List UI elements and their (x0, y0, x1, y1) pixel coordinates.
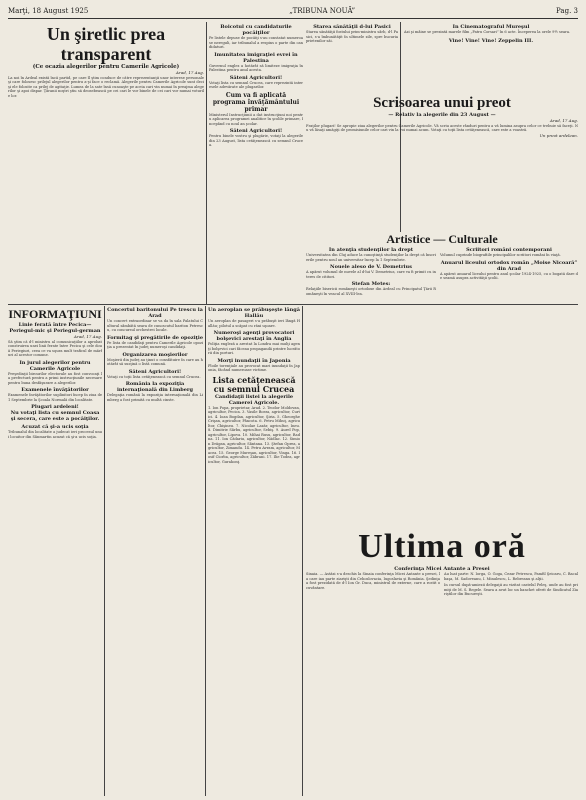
body-anuar: A apărut anuarul liceului pentru anul şcolar 1924-1925, cu o bogată dare de seamă asupra activităţii şcolii. (440, 271, 578, 280)
body-scriitori: Volumul cuprinde biografiile principalilor scriitori români în viaţă. (440, 253, 561, 257)
ultima-ora-section (306, 528, 578, 796)
artistice-left (306, 247, 436, 296)
headline-programa: Cum va fi aplicată programa învăţământului primar (212, 91, 300, 113)
headline-metes: Stefan Metes: (351, 281, 391, 287)
body-pasici: Starea sănătăţii fostului prim-ministru sârb, d-l Pasici, s-a îmbunătăţit în ultimele zile, spre bucuria prietenilor săi. (306, 30, 398, 43)
headline-coasa: Nu votaţi lista cu semnul Coasa şi secera, care este a pocăiţilor. (10, 410, 100, 422)
body-conferinta-1: Sinaia. — Astăzi s-a deschis la Sinaia conferinţa Micei Antante a presei, la care iau parte ziarişti din Cehoslovacia, Iugoslavia şi România. Şedinţa a fost prezidată de d-l Ion Gr. Duca, ministrul de externe, care a rostit o cuvântare. (306, 572, 440, 590)
headline-saten: Săteni Agricultori! (128, 368, 182, 375)
article-dateline: Arad, 17 Aug. (550, 118, 578, 123)
body-lista: 1. Ion Popa, proprietar, Arad. 2. Teodor Moldovan, agricultor, Pecica. 3. Vasile Borza, agricultor, Curtici. 4. Ioan Bogdan, agricultor, Şiria. 5. Gheorghe Crişan, agricultor, Pâncota. 6. Petru Mihuţ, agricultor, Chişineu. 7. Nicolae Lazăr, agricultor, Ineu. 8. Dimitrie Sârbu, agricultor, Sebiş. 9. Aurel Pop, agricultor, Lipova. 10. Mihai Rusu, agricultor, Radna. 11. Ion Cădariu, agricultor, Nădlac. 12. Simion Drăgan, agricultor, Sântana. 13. Ştefan Oprea, agricultor, Zimandu. 14. Petru Avram, agricultor, Macea. 15. George Mureşan, agricultor, Vinga. 16. Iosif Ciorba, agricultor, Zăbrani. 17. Ilie Todea, agricultor, Gurahonţ. (208, 405, 300, 464)
headline-conferinta: Conferinţa Micei Antante a Presei (394, 566, 490, 572)
article-body: La noi în Ardeal există încă partid, pe care îl ştim conduce de către reprezentanţii unor interese personale şi care folosesc prilejul alegerilor pentru a-şi face o reclamă. Alegerile pentru Camerile Agricole sunt deci şi ele folosite ca prilej de agitaţie. Lumea de la sate însă cunoaşte pe aceia cari vin numai în preajma alegerilor şi apoi dispar. Ţăranii noştri ştiu să deosebească pe cei cari le vor binele de cei cari vor numai voturile lor. (8, 75, 204, 98)
body-acuzat: Tribunalul din localitate a judecat ieri procesul unui locuitor din Sânmartin acuzat că şi-a ucis soţia. (8, 430, 102, 439)
headline-romania: România la expoziţia internaţională din Limberg (116, 381, 194, 393)
body-linie: Să ştim că d-l ministru al comunicaţiilor a aprobat construirea unei linii ferate între Pecica şi cele două Periegiuri, ceea ce va uşura mult traficul de mărfuri al acestor comune. (8, 339, 102, 357)
body-concert: Un concert extraordinar se va da în sala Palatului Cultural sâmbătă seara de cunoscutul bariton Petrescu, cu concursul orchestrei locale. (107, 319, 203, 332)
article-body: Fraţilor plugari! Se apropie ziua alegerilor pentru Camerile Agricole. Vă scriu aceste rânduri pentru a vă lumina asupra celor ce trebuie să faceţi. Nu vă lăsaţi amăgiţi de promisiunile celor cari vin la voi numai acum. Votaţi cu toţii lista cetăţenească, care este a voastră. (306, 123, 578, 132)
headline-imigratie: Imunitatea imigraţiei evrei în Palestina (214, 51, 298, 64)
header-paper-name: „TRIBUNA NOUĂ” (289, 7, 356, 15)
body-saten: Votaţi lista cu semnul Crucea, care reprezintă interesele adevărate ale plugarilor. (209, 80, 303, 89)
body-metes: Relaţiile bisericii româneşti ortodoxe din Ardeal cu Principatul Ţării Româneşti în veacul al XVIII-lea. (306, 287, 436, 296)
article-title: Un şiretlic prea transparent (46, 24, 166, 64)
section-title: Artistice — Culturale (386, 232, 498, 246)
headline-acuzat: Acuzat că şi-a ucis soţia (21, 424, 89, 430)
headline-pasici: Starea sănătăţii d-lui Pasici (313, 24, 391, 30)
body-japonia: Ploile torenţiale au provocat mari inundaţii în Japonia, făcând numeroase victime. (208, 363, 300, 372)
headline-concert: Concertul baritonului Pe trescu la Arad (107, 307, 203, 319)
body-programa: Ministerul Instrucţiunii a dat instrucţiuni noi pentru aplicarea programei analitice în şcolile primare, începând cu noul an şcolar. (209, 112, 303, 126)
body-examene: Examenele învăţătorilor suplinitori încep în ziua de 1 Septembrie la Şcoala Normală din localitate. (8, 393, 102, 402)
column-middle-left (209, 24, 303, 302)
column-rule (302, 306, 303, 796)
article-signature: Un preot ardelean. (539, 132, 578, 138)
headline-bolsevici: Numeroşi agenţi provocatori bolşevici arestaţi în Anglia (213, 330, 295, 342)
artistice-right (440, 247, 578, 296)
body-alegeri: Preşedinţii birourilor electorale au fost convocaţi la prefectură pentru a primi instrucţiunile necesare pentru buna desfăşurare a alegerilor. (8, 371, 102, 385)
body-romania: Delegaţia română la expoziţia internaţională din Limberg a fost primită cu multă cinste. (107, 393, 203, 402)
column-concert (107, 307, 203, 797)
headline-organizare: Organizarea moşierilor (122, 351, 188, 358)
ultima-right (444, 572, 578, 597)
dateline: Arad, 17 Aug. (74, 334, 102, 339)
subtitle-lista: Candidaţii listei la alegerile Camerei Agricole. (214, 393, 294, 406)
column-rule (205, 306, 206, 796)
informatiuni-section (8, 307, 102, 797)
article-dateline: Arad, 17 Aug. (176, 70, 204, 75)
headline-cinema: In Cinematograful Mureşul (452, 24, 530, 30)
headline-aeroplan: Un aeroplan se prăbuşeşte lângă Hallău (208, 307, 300, 319)
body-conferinta-3: In cursul după-amiezii delegaţii au vizitat castelul Peleş, unde au fost primiţi de M. S. Regele. Seara a avut loc un banchet oferit de Sindicatul Ziariştilor din Bucureşti. (444, 583, 578, 596)
headline-alegeri: In jurul alegerilor pentru Camerile Agricole (19, 359, 91, 372)
article-subtitle: — Relativ la alegerile din 23 August — (388, 112, 496, 118)
section-title: Ultima oră (358, 528, 526, 565)
column-rule (206, 22, 207, 305)
column-news (208, 307, 300, 797)
artistice-section (306, 232, 578, 404)
section-title: INFORMAŢIUNI (8, 307, 102, 321)
column-rule (104, 306, 105, 796)
article-title: Scrisoarea unui preot (373, 95, 511, 111)
headline-linie: Linie ferată între Pecica—Periegul-mic şi Periegul-german (9, 322, 101, 334)
body-boicot: Pe listele depuse de pocăiţi s-au constatat numeroase nereguli, iar tribunalul a respins o parte din candidaturi. (209, 36, 303, 49)
body-aeroplan: Un aeroplan de pasageri s-a prăbuşit ieri lângă Hallău; pilotul a scăpat cu răni uşoare. (208, 319, 300, 328)
body-imigratie: Guvernul englez a hotărât să limiteze imigraţia în Palestina pentru anul acesta. (209, 63, 303, 72)
headline-examene: Examenele învăţătorilor (21, 387, 89, 393)
article-subtitle: (Ce ocazia alegerilor pentru Camerile Agricole) (32, 64, 180, 70)
body-conferinta-2: Au luat parte: N. Iorga, O. Goga, Cezar Petrescu, Pamfil Şeicaru, C. Bacalbaşa, M. Sadoveanu, I. Minulescu, L. Rebreanu şi alţii. (444, 572, 578, 581)
page-header (8, 4, 578, 19)
headline-saten-2: Săteni Agricultori! (229, 128, 283, 134)
headline-plugari: Plugari ardeleni! (31, 404, 79, 410)
cinema-notice (404, 24, 578, 94)
headline-demetrius: Nouele aleso de V. Demetrius (330, 264, 412, 270)
body-organizare: Moşierii din judeţ au ţinut o consfătuire în care au hotărât să susţină o listă comună. (107, 357, 203, 366)
headline-boicot: Boicotul cu candidaturile pocăiţilor (220, 24, 292, 36)
headline-saten: Săteni Agricultori! (229, 74, 283, 81)
headline-scriitori: Scriitori români contemporani (466, 247, 552, 253)
headline-anuar: Anuarul liceului ortodox român „Moise Nicoară” din Arad (440, 259, 578, 272)
body-bolsevici: Poliţia engleză a arestat la Londra mai mulţi agenţi bolşevici cari făceau propagandă printre lucrătorii din porturi. (208, 342, 300, 355)
headline-formitag: Formitag şi pregătirile de opoziţie (107, 334, 203, 341)
body-demetrius: A apărut volumul de nuvele al d-lui V. Demetrius, care va fi primit cu interes de cititori. (306, 270, 436, 279)
headline-studenti: In atenţia studenţilor la drept (328, 247, 414, 253)
body-saten-2: Pentru binele vostru şi plugărie, votaţi la alegerile din 23 August, lista cetăţenească cu semnul Crucea. (209, 134, 303, 147)
headline-japonia: Morţi inundaţii în Japonia (217, 357, 291, 364)
header-page-number: Pag. 3 (556, 7, 578, 15)
body-saten: Votaţi cu toţii lista cetăţenească cu semnul Crucea. (107, 374, 201, 379)
body-studenti: Universitatea din Cluj aduce la cunoştinţă studenţilor la drept că înscrierile pentru noul an universitar încep la 1 Septembrie. (306, 253, 437, 262)
headline-zeppelin: Vine! Vine! Vine! Zeppelin III. (448, 37, 534, 44)
body-cinema: Azi şi mâine se prezintă marele film „Patru Corsari” în 6 acte. Începerea la orele 9½ seara. (404, 30, 571, 34)
body-formitag: Pe lista de candidaţi pentru Camerile Agricole opoziţia a prezentat în judeţ numeroşi candidaţi. (107, 340, 203, 349)
headline-lista: Lista cetăţenească cu semnul Crucea (212, 374, 296, 394)
article-siretlic (8, 24, 204, 302)
header-date: Marţi, 18 August 1925 (8, 7, 89, 15)
